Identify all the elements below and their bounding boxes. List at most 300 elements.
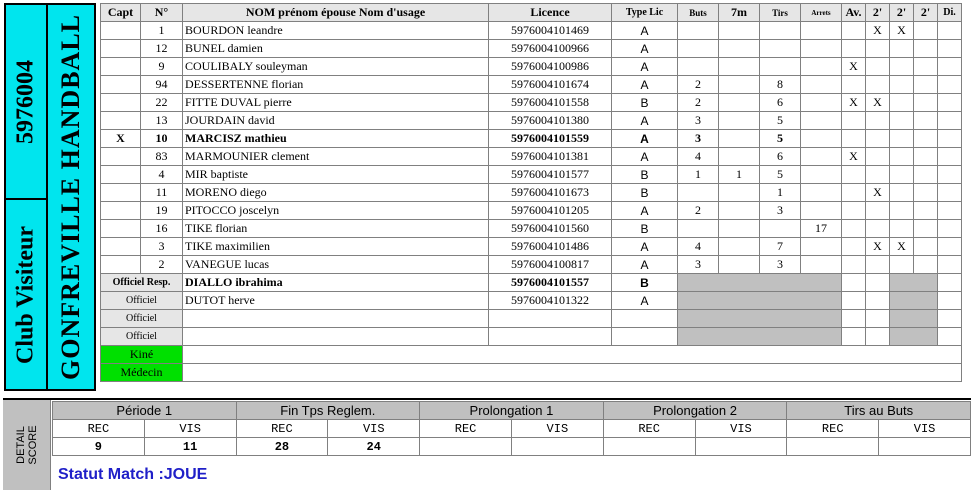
official-licence	[489, 328, 612, 346]
rec-score: 9	[53, 438, 145, 456]
cell-2min-3	[914, 220, 938, 238]
cell-tirs: 7	[760, 238, 801, 256]
banner-role-cell	[6, 200, 46, 389]
rec-label: REC	[53, 420, 145, 438]
official-row	[101, 292, 962, 310]
cell-capt	[101, 220, 141, 238]
official-susp-disabled	[890, 328, 938, 346]
cell-tirs	[760, 220, 801, 238]
official-role: Officiel	[101, 292, 183, 310]
cell-buts: 3	[678, 256, 719, 274]
cell-7m	[719, 220, 760, 238]
official-cell	[866, 292, 890, 310]
cell-buts	[678, 184, 719, 202]
vis-label: VIS	[328, 420, 420, 438]
cell-di	[938, 22, 962, 40]
cell-tirs: 6	[760, 94, 801, 112]
header-number: N°	[141, 4, 183, 22]
cell-2min-2	[890, 148, 914, 166]
cell-licence: 5976004100986	[489, 58, 612, 76]
cell-type: A	[612, 148, 678, 166]
cell-tirs: 8	[760, 76, 801, 94]
cell-name: MIR baptiste	[183, 166, 489, 184]
official-susp-disabled	[890, 274, 938, 292]
official-cell	[842, 292, 866, 310]
rec-score	[603, 438, 695, 456]
cell-2min-1	[866, 202, 890, 220]
official-susp-disabled	[890, 292, 938, 310]
official-row	[101, 310, 962, 328]
rec-label: REC	[603, 420, 695, 438]
official-cell	[938, 328, 962, 346]
score-table	[52, 401, 971, 456]
cell-arrets	[801, 76, 842, 94]
cell-number: 83	[141, 148, 183, 166]
cell-name: MARCISZ mathieu	[183, 130, 489, 148]
staff-row	[101, 346, 962, 364]
match-status: Statut Match :JOUE	[58, 466, 208, 483]
cell-arrets	[801, 40, 842, 58]
club-name: GONFREVILLE HANDBALL	[56, 14, 85, 380]
detail-label: DETAIL	[14, 426, 27, 464]
cell-av	[842, 76, 866, 94]
cell-type: A	[612, 202, 678, 220]
cell-di	[938, 112, 962, 130]
cell-7m	[719, 40, 760, 58]
cell-licence: 5976004100966	[489, 40, 612, 58]
cell-tirs: 3	[760, 256, 801, 274]
player-row	[101, 220, 962, 238]
cell-di	[938, 130, 962, 148]
detail-score-text	[15, 425, 39, 464]
vis-score	[695, 438, 787, 456]
player-row	[101, 202, 962, 220]
cell-buts: 4	[678, 238, 719, 256]
cell-licence: 5976004101205	[489, 202, 612, 220]
official-cell	[938, 310, 962, 328]
cell-2min-2	[890, 58, 914, 76]
cell-av	[842, 112, 866, 130]
cell-number: 11	[141, 184, 183, 202]
cell-2min-3	[914, 184, 938, 202]
cell-type: A	[612, 22, 678, 40]
official-row	[101, 328, 962, 346]
cell-7m	[719, 94, 760, 112]
cell-capt	[101, 238, 141, 256]
cell-type: A	[612, 40, 678, 58]
cell-number: 12	[141, 40, 183, 58]
cell-licence: 5976004101559	[489, 130, 612, 148]
cell-arrets	[801, 94, 842, 112]
period-header: Fin Tps Reglem.	[236, 402, 420, 420]
cell-av	[842, 202, 866, 220]
rec-label: REC	[420, 420, 512, 438]
cell-2min-1: X	[866, 94, 890, 112]
cell-2min-2	[890, 220, 914, 238]
rec-score: 28	[236, 438, 328, 456]
cell-arrets	[801, 22, 842, 40]
cell-name: MORENO diego	[183, 184, 489, 202]
cell-name: COULIBALY souleyman	[183, 58, 489, 76]
cell-buts: 2	[678, 202, 719, 220]
cell-licence: 5976004101381	[489, 148, 612, 166]
cell-av: X	[842, 148, 866, 166]
cell-2min-3	[914, 22, 938, 40]
cell-av	[842, 166, 866, 184]
cell-number: 10	[141, 130, 183, 148]
official-stats-disabled	[678, 274, 842, 292]
detail-score-label	[3, 400, 51, 490]
period-header: Période 1	[53, 402, 237, 420]
cell-2min-2	[890, 94, 914, 112]
cell-buts	[678, 220, 719, 238]
cell-name: TIKE florian	[183, 220, 489, 238]
official-licence: 5976004101557	[489, 274, 612, 292]
official-row	[101, 274, 962, 292]
cell-7m	[719, 130, 760, 148]
rec-label: REC	[236, 420, 328, 438]
cell-av	[842, 184, 866, 202]
cell-buts	[678, 40, 719, 58]
header-7m: 7m	[719, 4, 760, 22]
official-cell	[866, 274, 890, 292]
cell-tirs: 5	[760, 112, 801, 130]
cell-7m	[719, 184, 760, 202]
cell-di	[938, 220, 962, 238]
cell-7m	[719, 148, 760, 166]
cell-av	[842, 130, 866, 148]
cell-type: A	[612, 112, 678, 130]
cell-2min-3	[914, 76, 938, 94]
header-tirs: Tirs	[760, 4, 801, 22]
cell-7m	[719, 256, 760, 274]
cell-av	[842, 256, 866, 274]
cell-2min-2: X	[890, 238, 914, 256]
cell-2min-3	[914, 202, 938, 220]
header-av: Av.	[842, 4, 866, 22]
header-capt: Capt	[101, 4, 141, 22]
cell-number: 94	[141, 76, 183, 94]
player-row	[101, 58, 962, 76]
cell-di	[938, 256, 962, 274]
vis-score: 11	[144, 438, 236, 456]
cell-name: DESSERTENNE florian	[183, 76, 489, 94]
cell-2min-3	[914, 40, 938, 58]
cell-capt	[101, 256, 141, 274]
cell-type: A	[612, 58, 678, 76]
header-type: Type Lic	[612, 4, 678, 22]
official-name: DIALLO ibrahima	[183, 274, 489, 292]
score-detail-section	[3, 398, 971, 490]
cell-2min-2	[890, 256, 914, 274]
cell-av	[842, 220, 866, 238]
vis-score: 24	[328, 438, 420, 456]
vis-label: VIS	[879, 420, 971, 438]
official-role: Officiel Resp.	[101, 274, 183, 292]
cell-2min-1	[866, 220, 890, 238]
cell-capt	[101, 94, 141, 112]
official-role: Officiel	[101, 328, 183, 346]
cell-name: VANEGUE lucas	[183, 256, 489, 274]
cell-buts: 2	[678, 94, 719, 112]
cell-2min-1	[866, 148, 890, 166]
cell-number: 13	[141, 112, 183, 130]
player-row	[101, 76, 962, 94]
cell-2min-1	[866, 58, 890, 76]
cell-2min-1	[866, 76, 890, 94]
staff-cell	[183, 364, 962, 382]
official-name	[183, 328, 489, 346]
cell-capt	[101, 166, 141, 184]
cell-licence: 5976004101673	[489, 184, 612, 202]
cell-name: PITOCCO joscelyn	[183, 202, 489, 220]
cell-2min-1	[866, 166, 890, 184]
cell-capt: X	[101, 130, 141, 148]
cell-licence: 5976004101469	[489, 22, 612, 40]
cell-2min-1	[866, 112, 890, 130]
score-values-row	[53, 438, 971, 456]
cell-arrets	[801, 58, 842, 76]
cell-licence: 5976004101380	[489, 112, 612, 130]
cell-name: JOURDAIN david	[183, 112, 489, 130]
cell-buts	[678, 58, 719, 76]
cell-7m	[719, 238, 760, 256]
cell-7m	[719, 76, 760, 94]
official-cell	[842, 328, 866, 346]
cell-tirs: 6	[760, 148, 801, 166]
cell-2min-2	[890, 184, 914, 202]
cell-buts	[678, 22, 719, 40]
cell-tirs: 5	[760, 130, 801, 148]
cell-tirs: 5	[760, 166, 801, 184]
official-type	[612, 310, 678, 328]
cell-arrets	[801, 112, 842, 130]
player-row	[101, 238, 962, 256]
cell-av	[842, 40, 866, 58]
cell-licence: 5976004101577	[489, 166, 612, 184]
cell-tirs: 1	[760, 184, 801, 202]
cell-tirs	[760, 22, 801, 40]
cell-licence: 5976004101486	[489, 238, 612, 256]
cell-tirs	[760, 40, 801, 58]
cell-arrets	[801, 238, 842, 256]
cell-2min-2	[890, 130, 914, 148]
cell-2min-1: X	[866, 238, 890, 256]
cell-2min-3	[914, 58, 938, 76]
cell-2min-2: X	[890, 22, 914, 40]
official-role: Officiel	[101, 310, 183, 328]
cell-2min-2	[890, 40, 914, 58]
cell-di	[938, 76, 962, 94]
cell-2min-1: X	[866, 22, 890, 40]
official-licence: 5976004101322	[489, 292, 612, 310]
cell-arrets	[801, 184, 842, 202]
cell-buts: 4	[678, 148, 719, 166]
cell-di	[938, 166, 962, 184]
cell-name: MARMOUNIER clement	[183, 148, 489, 166]
cell-buts: 3	[678, 130, 719, 148]
player-row	[101, 256, 962, 274]
player-row	[101, 166, 962, 184]
player-row	[101, 112, 962, 130]
period-header: Prolongation 1	[420, 402, 604, 420]
cell-type: A	[612, 238, 678, 256]
cell-type: B	[612, 184, 678, 202]
cell-av	[842, 238, 866, 256]
cell-2min-2	[890, 76, 914, 94]
period-row	[53, 402, 971, 420]
cell-buts: 2	[678, 76, 719, 94]
cell-arrets	[801, 202, 842, 220]
cell-capt	[101, 148, 141, 166]
club-role: Club Visiteur	[12, 225, 39, 364]
period-header: Prolongation 2	[603, 402, 787, 420]
official-stats-disabled	[678, 310, 842, 328]
cell-7m	[719, 202, 760, 220]
staff-role: Médecin	[101, 364, 183, 382]
cell-7m	[719, 58, 760, 76]
cell-name: TIKE maximilien	[183, 238, 489, 256]
cell-2min-3	[914, 256, 938, 274]
cell-type: A	[612, 76, 678, 94]
cell-type: B	[612, 220, 678, 238]
header-arrets: Arrets	[801, 4, 842, 22]
cell-number: 2	[141, 256, 183, 274]
header-2min-3: 2'	[914, 4, 938, 22]
player-row	[101, 184, 962, 202]
cell-number: 9	[141, 58, 183, 76]
official-cell	[866, 310, 890, 328]
player-row	[101, 22, 962, 40]
cell-capt	[101, 184, 141, 202]
cell-di	[938, 202, 962, 220]
cell-name: BUNEL damien	[183, 40, 489, 58]
cell-2min-3	[914, 238, 938, 256]
official-name: DUTOT herve	[183, 292, 489, 310]
official-type: A	[612, 292, 678, 310]
cell-di	[938, 238, 962, 256]
cell-number: 3	[141, 238, 183, 256]
vis-label: VIS	[144, 420, 236, 438]
cell-2min-1	[866, 130, 890, 148]
cell-di	[938, 40, 962, 58]
cell-2min-1: X	[866, 184, 890, 202]
cell-di	[938, 148, 962, 166]
official-cell	[842, 274, 866, 292]
rec-score	[787, 438, 879, 456]
banner-code-cell	[6, 5, 46, 200]
official-stats-disabled	[678, 292, 842, 310]
cell-capt	[101, 58, 141, 76]
header-di: Di.	[938, 4, 962, 22]
vis-label: VIS	[511, 420, 603, 438]
cell-capt	[101, 76, 141, 94]
cell-2min-3	[914, 112, 938, 130]
cell-2min-3	[914, 130, 938, 148]
cell-arrets	[801, 148, 842, 166]
cell-2min-1	[866, 40, 890, 58]
cell-licence: 5976004101674	[489, 76, 612, 94]
cell-av: X	[842, 94, 866, 112]
cell-number: 1	[141, 22, 183, 40]
player-row	[101, 148, 962, 166]
header-2min-1: 2'	[866, 4, 890, 22]
vis-score	[879, 438, 971, 456]
official-cell	[866, 328, 890, 346]
header-buts: Buts	[678, 4, 719, 22]
cell-type: A	[612, 130, 678, 148]
cell-number: 19	[141, 202, 183, 220]
cell-number: 4	[141, 166, 183, 184]
cell-2min-2	[890, 112, 914, 130]
cell-di	[938, 94, 962, 112]
cell-licence: 5976004101558	[489, 94, 612, 112]
rec-score	[420, 438, 512, 456]
cell-number: 22	[141, 94, 183, 112]
cell-licence: 5976004101560	[489, 220, 612, 238]
cell-capt	[101, 40, 141, 58]
cell-2min-2	[890, 202, 914, 220]
banner-left-column	[6, 5, 48, 389]
cell-tirs	[760, 58, 801, 76]
cell-arrets	[801, 130, 842, 148]
player-row	[101, 40, 962, 58]
official-name	[183, 310, 489, 328]
cell-name: BOURDON leandre	[183, 22, 489, 40]
cell-2min-1	[866, 256, 890, 274]
banner-name-column	[48, 5, 94, 389]
cell-licence: 5976004100817	[489, 256, 612, 274]
cell-2min-2	[890, 166, 914, 184]
cell-av	[842, 22, 866, 40]
cell-name: FITTE DUVAL pierre	[183, 94, 489, 112]
official-cell	[842, 310, 866, 328]
header-name: NOM prénom épouse Nom d'usage	[183, 4, 489, 22]
cell-7m: 1	[719, 166, 760, 184]
cell-7m	[719, 112, 760, 130]
cell-capt	[101, 202, 141, 220]
staff-cell	[183, 346, 962, 364]
cell-2min-3	[914, 148, 938, 166]
header-2min-2: 2'	[890, 4, 914, 22]
score-label: SCORE	[26, 425, 39, 465]
official-stats-disabled	[678, 328, 842, 346]
official-licence	[489, 310, 612, 328]
cell-av: X	[842, 58, 866, 76]
cell-di	[938, 184, 962, 202]
cell-2min-3	[914, 166, 938, 184]
club-banner	[4, 3, 96, 391]
players-table	[100, 3, 962, 382]
official-cell	[938, 292, 962, 310]
cell-arrets	[801, 256, 842, 274]
cell-arrets	[801, 166, 842, 184]
cell-type: A	[612, 256, 678, 274]
cell-capt	[101, 22, 141, 40]
rec-vis-row	[53, 420, 971, 438]
cell-buts: 1	[678, 166, 719, 184]
cell-arrets: 17	[801, 220, 842, 238]
cell-di	[938, 58, 962, 76]
cell-type: B	[612, 94, 678, 112]
cell-number: 16	[141, 220, 183, 238]
table-header-row	[101, 4, 962, 22]
staff-role: Kiné	[101, 346, 183, 364]
cell-2min-3	[914, 94, 938, 112]
staff-row	[101, 364, 962, 382]
cell-7m	[719, 22, 760, 40]
cell-type: B	[612, 166, 678, 184]
